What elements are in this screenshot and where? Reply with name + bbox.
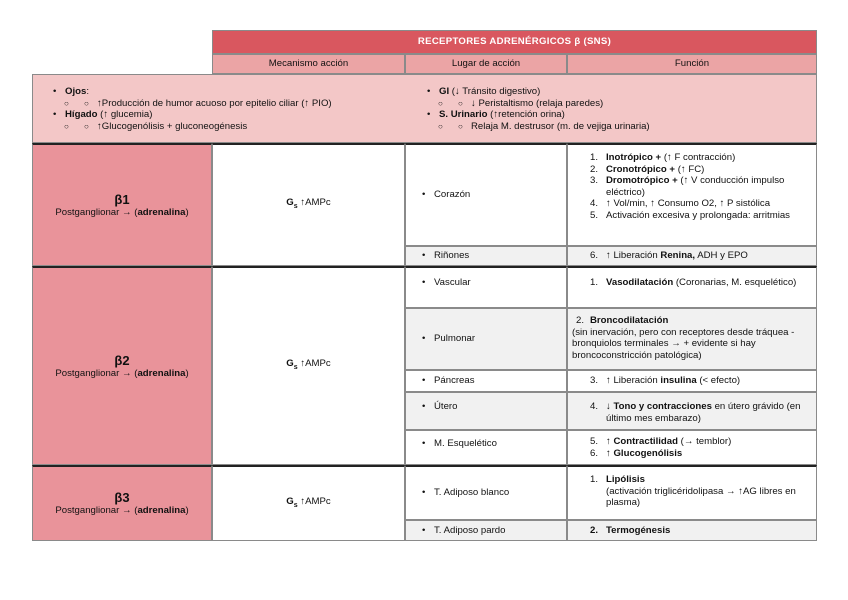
function-adiposo-blanco — [567, 465, 817, 520]
table-title — [212, 30, 817, 54]
num-6: 6. — [590, 250, 599, 262]
site-adiposo-blanco-label: • T. Adiposo blanco — [420, 487, 509, 499]
f3-rest: (↑ V conducción impulso eléctrico) — [606, 175, 785, 198]
num-2: 2. — [590, 163, 599, 175]
beta2-desc-post: ) — [185, 367, 189, 379]
site-esqueletico-label: • M. Esquelético — [420, 438, 566, 450]
function-vascular — [567, 266, 817, 308]
function-utero — [567, 392, 817, 430]
pa-pre: ↑ Liberación — [606, 375, 661, 387]
overview-urinario — [425, 109, 815, 121]
e1-bold: Contractilidad — [613, 436, 678, 447]
beta1-mech-rest: ↑AMPc — [297, 197, 331, 209]
site-adiposo-pardo — [405, 520, 567, 541]
receptor-beta2-name: β2 — [114, 352, 130, 368]
site-utero-label: • Útero — [420, 401, 566, 413]
num-pa3: 3. — [590, 375, 599, 387]
ojos-label: Ojos — [65, 86, 87, 97]
site-pancreas — [405, 370, 567, 392]
overview-gi — [425, 86, 815, 98]
function-vascular-item — [590, 277, 810, 289]
function-item-5 — [590, 210, 810, 222]
function-item-6 — [590, 250, 816, 262]
beta2-desc-pre: Postganglionar → ( — [55, 367, 138, 379]
overview-gi-sub: ○ ○ ↓ Peristaltismo (relaja paredes) — [425, 98, 815, 110]
f6-pre: ↑ Liberación — [606, 250, 661, 262]
u-pre: ↓ — [606, 401, 614, 412]
b-bold: Lipólisis — [606, 474, 645, 485]
overview-left — [51, 86, 441, 132]
urinario-sub-text: Relaja M. destrusor (m. de vejiga urinaria) — [471, 120, 650, 132]
site-corazon — [405, 143, 567, 246]
receptor-beta1 — [32, 143, 212, 266]
overview-higado-sub: ○ ○ ↑Glucogenólisis + gluconeogénesis — [51, 121, 441, 133]
f6-post: ADH y EPO — [695, 250, 748, 262]
num-b1: 1. — [590, 474, 599, 485]
gi-rest: (↓ Tránsito digestivo) — [449, 86, 541, 97]
site-vascular-label: • Vascular — [420, 277, 566, 289]
f1-bold: Inotrópico + — [606, 152, 662, 163]
function-pulmonar-title — [572, 315, 812, 327]
pa-bold: insulina — [660, 375, 697, 387]
column-mecanismo-label: Mecanismo acción — [268, 58, 349, 69]
mechanism-beta3 — [212, 465, 405, 541]
gi-sub-text: ↓ Peristaltismo (relaja paredes) — [471, 97, 604, 109]
mechanism-beta1-text — [286, 197, 330, 212]
site-rinones-label: • Riñones — [420, 250, 469, 262]
function-rinones — [567, 246, 817, 266]
site-adiposo-blanco — [405, 465, 567, 520]
function-pardo-item — [590, 525, 670, 537]
function-item-4 — [590, 198, 810, 210]
receptor-beta3-desc — [55, 505, 188, 517]
beta2-g-sub: s — [293, 364, 298, 372]
beta3-desc-pre: Postganglionar → ( — [55, 505, 138, 517]
function-esqueletico-item-2 — [590, 448, 810, 460]
function-blanco-item — [590, 474, 810, 509]
mechanism-beta3-text — [286, 496, 330, 511]
function-adiposo-pardo — [567, 520, 817, 541]
mechanism-beta2 — [212, 266, 405, 465]
beta2-desc-bold: adrenalina — [137, 367, 186, 379]
urinario-rest: (↑retención orina) — [487, 109, 565, 120]
function-pancreas — [567, 370, 817, 392]
overview-higado — [51, 109, 441, 121]
gi-label: GI — [439, 86, 450, 97]
mechanism-beta2-text — [286, 358, 330, 373]
site-pulmonar — [405, 308, 567, 370]
function-utero-item — [590, 401, 810, 424]
mechanism-beta1 — [212, 143, 405, 266]
overview-row — [32, 74, 817, 143]
f5-text: Activación excesiva y prolongada: arritmias — [606, 209, 790, 221]
e1-pre: ↑ — [606, 436, 614, 447]
p-bold: Broncodilatación — [590, 315, 669, 326]
function-esqueletico — [567, 430, 817, 465]
column-lugar-label: Lugar de acción — [451, 58, 521, 69]
f2-bold: Cronotrópico + — [606, 163, 676, 175]
function-item-2 — [590, 164, 810, 176]
function-item-3 — [590, 175, 810, 198]
overview-right — [425, 86, 815, 132]
beta1-g-sub: s — [293, 203, 298, 211]
higado-sub-text: ↑Glucogenólisis + gluconeogénesis — [97, 120, 248, 132]
table-title-text: RECEPTORES ADRENÉRGICOS β (SNS) — [417, 36, 612, 47]
site-adiposo-pardo-label: • T. Adiposo pardo — [420, 525, 505, 537]
site-vascular — [405, 266, 567, 308]
higado-rest: (↑ glucemia) — [97, 109, 153, 120]
beta1-g: G — [286, 197, 294, 209]
receptor-beta3-name: β3 — [114, 490, 130, 506]
function-corazon — [567, 143, 817, 246]
beta3-desc-bold: adrenalina — [137, 505, 186, 517]
receptor-beta2-desc — [55, 368, 188, 380]
site-pancreas-label: • Páncreas — [420, 375, 475, 387]
beta2-mech-rest: ↑AMPc — [297, 358, 331, 370]
overview-ojos-sub: ○ ○ ↑Producción de humor acuoso por epitelio ciliar (↑ PIO) — [51, 98, 441, 110]
num-e5: 5. — [590, 436, 599, 447]
num-pd2: 2. — [590, 524, 599, 536]
e1-post: (→ temblor) — [677, 436, 732, 447]
beta1-desc-pre: Postganglionar → ( — [55, 206, 138, 218]
num-u4: 4. — [590, 401, 599, 412]
e2-pre: ↑ — [606, 447, 614, 459]
f3-bold: Dromotrópico + — [606, 175, 678, 186]
u-bold: Tono y contracciones — [613, 401, 712, 412]
num-1: 1. — [590, 152, 599, 163]
function-pulmonar-detail: (sin inervación, pero con receptores desde tráquea - bronquiolos terminales → + evidente si hay broncoconstricción patológica) — [572, 326, 795, 361]
function-pulmonar — [567, 308, 817, 370]
overview-ojos — [51, 86, 441, 98]
b-rest: (activación triglicéridolipasa → ↑AG libres en plasma) — [606, 485, 796, 508]
column-funcion-label: Función — [674, 58, 710, 69]
beta3-g: G — [286, 495, 294, 507]
v-bold: Vasodilatación — [606, 277, 674, 288]
num-5: 5. — [590, 209, 599, 221]
ojos-colon: : — [86, 86, 89, 97]
f1-rest: (↑ F contracción) — [661, 152, 736, 163]
higado-label: Hígado — [65, 109, 98, 120]
ojos-sub-text: ↑Producción de humor acuoso por epitelio ciliar (↑ PIO) — [97, 97, 332, 109]
u-post: en útero grávido (en último mes embarazo) — [606, 401, 801, 424]
receptor-beta2 — [32, 266, 212, 465]
num-4: 4. — [590, 198, 599, 209]
site-pulmonar-label: • Pulmonar — [420, 333, 475, 345]
num-p2: 2. — [576, 315, 585, 326]
receptor-beta1-desc — [55, 207, 188, 219]
overview-urinario-sub: ○ ○ Relaja M. destrusor (m. de vejiga urinaria) — [425, 121, 815, 133]
site-esqueletico — [405, 430, 567, 465]
beta3-g-sub: s — [293, 501, 298, 509]
beta2-g: G — [286, 358, 294, 370]
f6-bold: Renina, — [660, 250, 696, 262]
pd-bold: Termogénesis — [606, 524, 671, 536]
urinario-label: S. Urinario — [439, 109, 488, 120]
num-v1: 1. — [590, 277, 599, 288]
beta1-desc-post: ) — [185, 206, 189, 218]
beta1-desc-bold: adrenalina — [137, 206, 186, 218]
site-corazon-label: • Corazón — [420, 189, 470, 201]
beta3-mech-rest: ↑AMPc — [297, 495, 331, 507]
num-e6: 6. — [590, 447, 599, 459]
pa-post: (< efecto) — [696, 375, 741, 387]
function-esqueletico-item-1 — [590, 436, 810, 448]
receptor-beta1-name: β1 — [114, 191, 130, 207]
column-header-lugar — [405, 54, 567, 74]
site-rinones — [405, 246, 567, 266]
e2-bold: Glucogenólisis — [613, 447, 683, 459]
site-utero — [405, 392, 567, 430]
beta3-desc-post: ) — [185, 505, 189, 517]
function-item-1 — [590, 152, 810, 164]
function-pancreas-item — [590, 375, 740, 387]
column-header-funcion — [567, 54, 817, 74]
receptor-beta3 — [32, 465, 212, 541]
f2-rest: (↑ FC) — [675, 163, 705, 175]
num-3: 3. — [590, 175, 599, 186]
v-rest: (Coronarias, M. esquelético) — [673, 277, 797, 288]
column-header-mecanismo — [212, 54, 405, 74]
f4-text: ↑ Vol/min, ↑ Consumo O2, ↑ P sistólica — [606, 198, 771, 209]
